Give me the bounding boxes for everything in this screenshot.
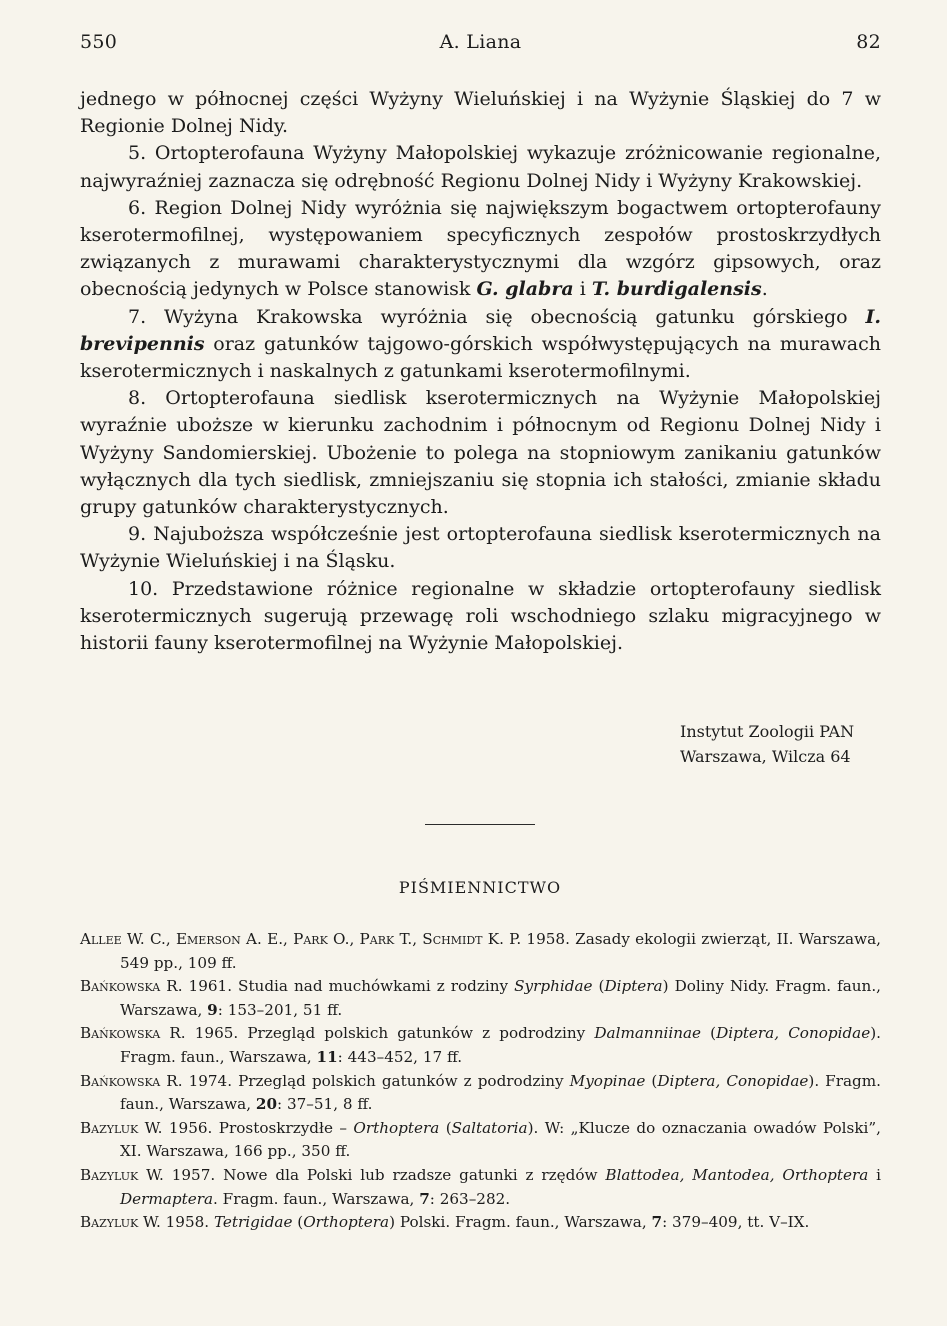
paragraph [80, 385, 881, 521]
text-run: 8. Ortopterofauna siedlisk kserotermicznych na Wyżynie Małopolskiej wyraźnie uboższe w kierunku zachodnim i północnym od Regionu Dolnej Nidy i Wyżyny Sandomierskiej. Ubożenie to polega na stopniowym zanikaniu gatunków wyłącznych dla tych siedlisk, zmniejszaniu się stopnia ich stałości, zmianie składu grupy gatunków charakterystycznych. [80, 387, 881, 519]
text-run: i [868, 1165, 881, 1184]
taxon-name: Blattodea, Mantodea, Orthoptera [605, 1165, 869, 1184]
section-divider [425, 824, 535, 825]
reference-entry [80, 975, 881, 1022]
author-name: Bańkowska [80, 977, 161, 996]
text-run: ). Fragm. faun., Warszawa, [120, 1024, 881, 1066]
author-name: Bazyluk [80, 1118, 139, 1137]
taxon-name: Diptera, Conopidae [716, 1024, 871, 1043]
species-name: G. glabra [476, 278, 574, 301]
volume-number: 9 [207, 1000, 218, 1019]
text-run: 5. Ortopterofauna Wyżyny Małopolskiej wykazuje zróżnicowanie regionalne, najwyraźniej zaznacza się odrębność Regionu Dolnej Nidy i Wyżyny Krakowskiej. [80, 142, 881, 192]
text-run: ). Fragm. faun., Warszawa, [120, 1071, 881, 1114]
text-run: T., [394, 930, 423, 948]
text-run: i [573, 278, 592, 301]
taxon-name: Dermaptera [120, 1189, 214, 1208]
text-run: 6. Region Dolnej Nidy wyróżnia się największym bogactwem ortopterofauny kserotermofilnej, występowaniem specyficznych zespołów prostoskrzydłych związanych z murawami charakterystycznymi dla wzgórz gipsowych, oraz obecnością jedynych w Polsce stanowisk [80, 196, 881, 301]
volume-number: 7 [651, 1213, 663, 1232]
text-run: : 153–201, 51 ff. [217, 1000, 343, 1019]
taxon-name: Diptera [604, 977, 663, 996]
text-run: R. 1974. Przegląd polskich gatunków z podrodziny [160, 1071, 570, 1090]
text-run: R. 1965. Przegląd polskich gatunków z podrodziny [160, 1024, 595, 1043]
author-name: Park [359, 930, 395, 948]
text-run: . Fragm. faun., Warszawa, [213, 1189, 420, 1208]
text-run: oraz gatunków tajgowo-górskich współwystępujących na murawach kserotermicznych i naskalnych z gatunkami kserotermofilnymi. [80, 332, 881, 383]
text-run: 7. Wyżyna Krakowska wyróżnia się obecnością gatunku górskiego [128, 305, 866, 328]
text-run: A. E., [240, 930, 294, 948]
bibliography-title: PIŚMIENNICTWO [398, 878, 562, 897]
volume-number: 82 [856, 31, 881, 53]
text-run: ( [439, 1118, 452, 1137]
text-run: : 379–409, tt. V–IX. [662, 1213, 810, 1232]
author-name: Allee [80, 930, 122, 948]
paragraph [80, 576, 881, 658]
text-run: : 37–51, 8 ff. [277, 1095, 373, 1114]
volume-number: 20 [255, 1095, 278, 1114]
taxon-name: Orthoptera [353, 1118, 440, 1137]
species-name: T. burdigalensis [591, 278, 762, 301]
paragraph [80, 304, 881, 386]
text-run: 9. Najuboższa współcześnie jest ortopterofauna siedlisk kserotermicznych na Wyżynie Wieluńskiej i na Śląsku. [80, 523, 881, 573]
text-run: ) Doliny Nidy. Fragm. faun., Warszawa, [120, 977, 881, 1019]
text-run: K. P. 1958. Zasady ekologii zwierząt, II. Warszawa, 549 pp., 109 ff. [120, 930, 881, 972]
reference-entry [80, 1070, 881, 1117]
taxon-name: Orthoptera [303, 1213, 390, 1232]
taxon-name: Tetrigidae [213, 1213, 293, 1232]
text-run: R. 1961. Studia nad muchówkami z rodziny [160, 977, 515, 996]
text-run: ( [645, 1071, 658, 1090]
taxon-name: Saltatoria [451, 1118, 528, 1137]
species-name: I. brevipennis [80, 305, 881, 355]
text-run: . [761, 278, 768, 301]
text-run: O., [327, 930, 360, 948]
volume-number: 11 [316, 1047, 338, 1066]
taxon-name: Myopinae [569, 1071, 646, 1090]
author-name: Emerson [175, 930, 241, 948]
affiliation-institute: Instytut Zoologii PAN [680, 722, 855, 741]
text-run: : 263–282. [429, 1189, 511, 1208]
paragraph [80, 140, 881, 194]
reference-entry [80, 1022, 881, 1069]
volume-number: 7 [419, 1189, 430, 1208]
text-run: ( [592, 977, 605, 996]
text-run: ( [292, 1213, 304, 1232]
bibliography-list [80, 928, 881, 1235]
author-name: Park [293, 930, 328, 948]
text-run: jednego w północnej części Wyżyny Wieluńskiej i na Wyżynie Śląskiej do 7 w Regionie Dolnej Nidy. [80, 88, 881, 138]
author-name: Bazyluk [80, 1213, 139, 1232]
reference-entry [80, 1211, 881, 1235]
paragraph [80, 86, 881, 140]
taxon-name: Syrphidae [514, 977, 593, 996]
text-run: W. 1957. Nowe dla Polski lub rzadsze gatunki z rzędów [138, 1165, 606, 1184]
text-run: ( [701, 1024, 717, 1043]
affiliation [680, 719, 854, 769]
author-name: Schmidt [422, 930, 483, 948]
text-run: : 443–452, 17 ff. [337, 1047, 463, 1066]
taxon-name: Dalmanniinae [594, 1024, 702, 1043]
paragraph [80, 195, 881, 304]
text-run: W. C., [121, 930, 176, 948]
reference-entry [80, 928, 881, 975]
taxon-name: Diptera, Conopidae [657, 1071, 809, 1090]
author-name: Bańkowska [80, 1071, 161, 1090]
reference-entry [80, 1164, 881, 1211]
paragraph [80, 521, 881, 575]
author-name: Bańkowska [80, 1024, 161, 1043]
text-run: ) Polski. Fragm. faun., Warszawa, [389, 1213, 652, 1232]
conclusions-body [80, 86, 881, 657]
reference-entry [80, 1117, 881, 1164]
author-name: Bazyluk [80, 1165, 139, 1184]
page-header [80, 31, 881, 61]
text-run: W. 1956. Prostoskrzydłe – [138, 1118, 354, 1137]
text-run: 10. Przedstawione różnice regionalne w składzie ortopterofauny siedlisk kserotermicznych sugerują przewagę roli wschodniego szlaku migracyjnego w historii fauny kserotermofilnej na Wyżynie Małopolskiej. [80, 577, 881, 655]
affiliation-address: Warszawa, Wilcza 64 [680, 747, 851, 766]
text-run: ). W: „Klucze do oznaczania owadów Polski”, XI. Warszawa, 166 pp., 350 ff. [120, 1118, 881, 1161]
page-number: 550 [80, 31, 118, 53]
text-run: W. 1958. [138, 1213, 214, 1232]
running-title: A. Liana [439, 31, 522, 53]
